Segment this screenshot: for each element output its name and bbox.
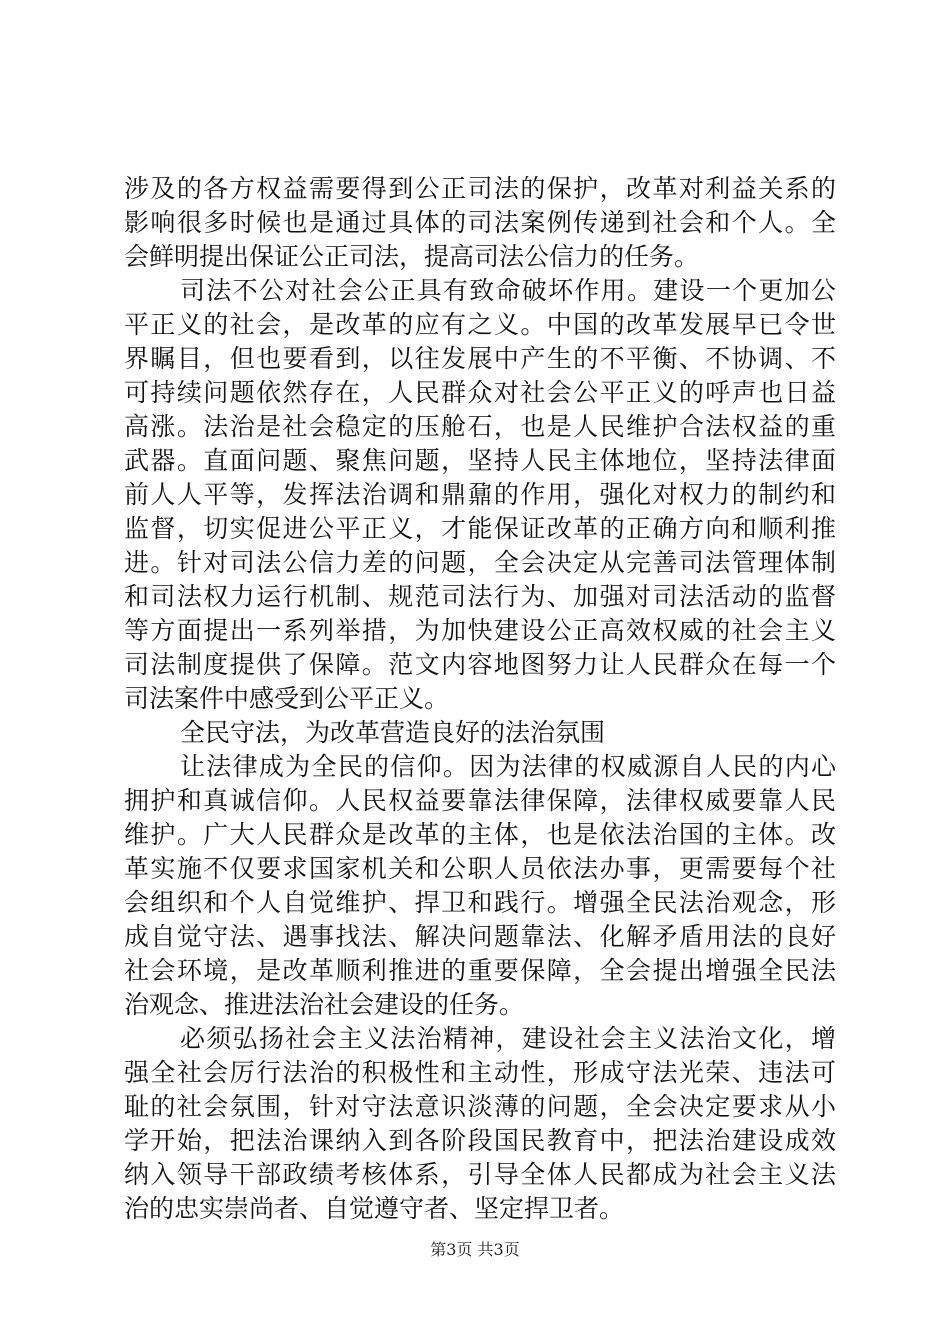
text-line: 司法制度提供了保障。范文内容地图努力让人民群众在每一个 [124,650,836,679]
text-line: 司法案件中感受到公平正义。 [124,684,450,713]
text-line: 进。针对司法公信力差的问题，全会决定从完善司法管理体制 [124,548,836,577]
text-line: 强全社会厉行法治的积极性和主动性，形成守法光荣、违法可 [124,1058,836,1087]
text-line: 影响很多时候也是通过具体的司法案例传递到社会和个人。全 [124,208,836,237]
text-line: 前人人平等，发挥法治调和鼎鼐的作用，强化对权力的制约和 [124,480,836,509]
body-text [124,172,836,1226]
text-line: 社会环境，是改革顺利推进的重要保障，全会提出增强全民法 [124,956,836,985]
text-line: 会组织和个人自觉维护、捍卫和践行。增强全民法治观念，形 [124,888,836,917]
text-line: 司法不公对社会公正具有致命破坏作用。建设一个更加公 [180,276,836,305]
text-line: 武器。直面问题、聚焦问题，坚持人民主体地位，坚持法律面 [124,446,836,475]
text-line: 维护。广大人民群众是改革的主体，也是依法治国的主体。改 [124,820,836,849]
text-line: 必须弘扬社会主义法治精神，建设社会主义法治文化，增 [180,1024,836,1053]
text-line: 革实施不仅要求国家机关和公职人员依法办事，更需要每个社 [124,854,836,883]
text-line: 高涨。法治是社会稳定的压舱石，也是人民维护合法权益的重 [124,412,836,441]
text-line: 监督，切实促进公平正义，才能保证改革的正确方向和顺利推 [124,514,836,543]
text-line: 界瞩目，但也要看到，以往发展中产生的不平衡、不协调、不 [124,344,836,373]
text-line: 纳入领导干部政绩考核体系，引导全体人民都成为社会主义法 [124,1160,836,1189]
text-line: 涉及的各方权益需要得到公正司法的保护，改革对利益关系的 [124,174,836,203]
text-line: 可持续问题依然存在，人民群众对社会公平正义的呼声也日益 [124,378,836,407]
text-line: 全民守法，为改革营造良好的法治氛围 [180,718,606,747]
text-line: 等方面提出一系列举措，为加快建设公正高效权威的社会主义 [124,616,836,645]
text-line: 耻的社会氛围，针对守法意识淡薄的问题，全会决定要求从小 [124,1092,836,1121]
text-line: 平正义的社会，是改革的应有之义。中国的改革发展早已令世 [124,310,836,339]
text-line: 和司法权力运行机制、规范司法行为、加强对司法活动的监督 [124,582,836,611]
text-line: 拥护和真诚信仰。人民权益要靠法律保障，法律权威要靠人民 [124,786,836,815]
text-line: 让法律成为全民的信仰。因为法律的权威源自人民的内心 [180,752,836,781]
text-line: 治的忠实崇尚者、自觉遵守者、坚定捍卫者。 [124,1194,625,1223]
text-line: 成自觉守法、遇事找法、解决问题靠法、化解矛盾用法的良好 [124,922,836,951]
text-line: 学开始，把法治课纳入到各阶段国民教育中，把法治建设成效 [124,1126,836,1155]
text-line: 会鲜明提出保证公正司法，提高司法公信力的任务。 [124,242,700,271]
page-footer: 第3页 共3页 [430,1240,520,1259]
text-line: 治观念、推进法治社会建设的任务。 [124,990,525,1019]
